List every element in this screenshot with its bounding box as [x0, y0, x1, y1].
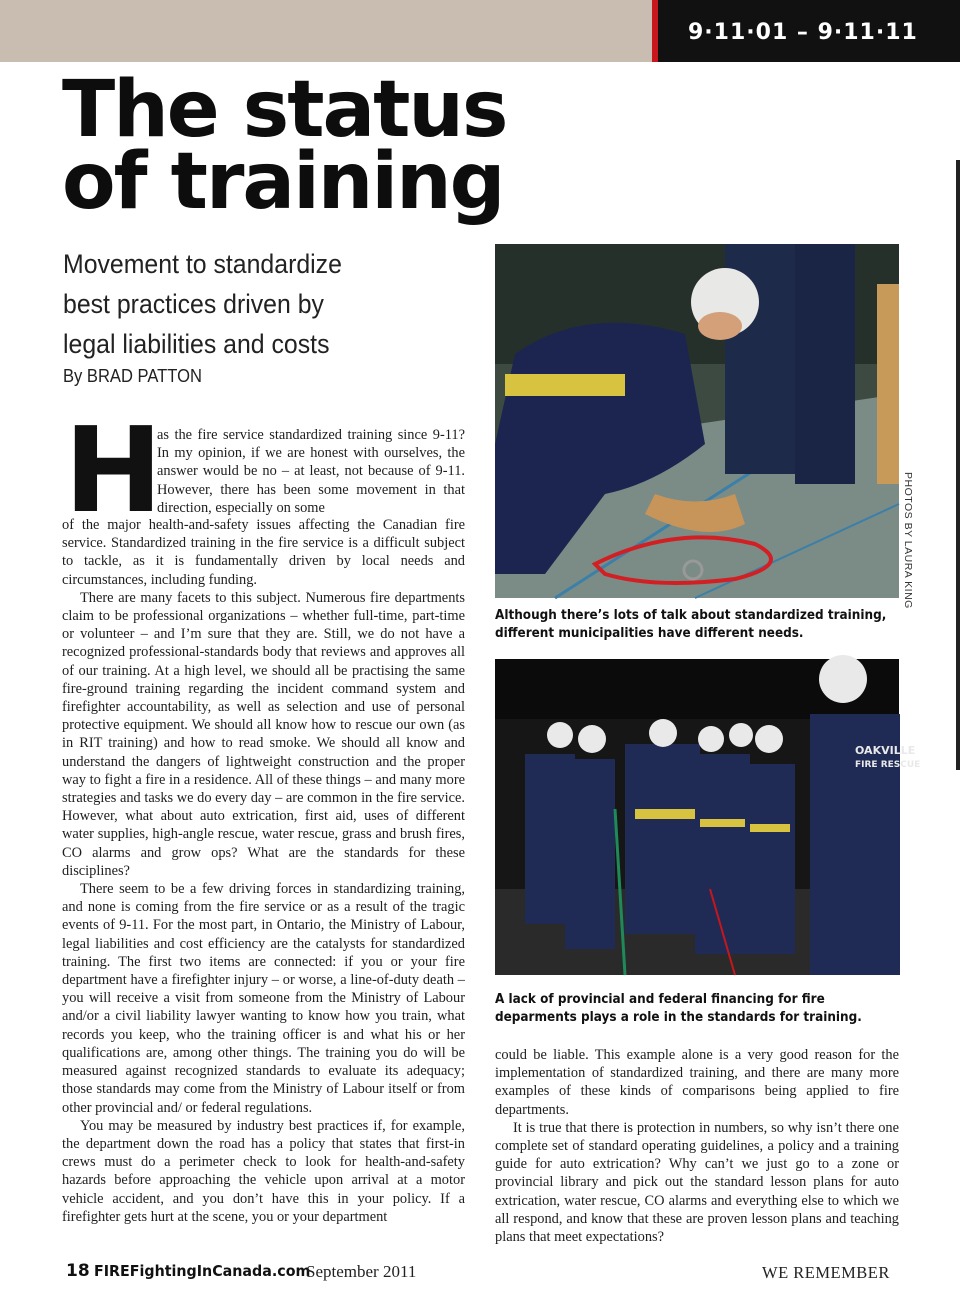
photo-credit: PHOTOS BY LAURA KING [902, 472, 914, 609]
page-edge-mark [956, 160, 960, 770]
photo-firefighter-rope-image [495, 244, 899, 598]
intro-column [157, 426, 465, 517]
paragraph-3: There seem to be a few driving forces in standardizing training, and none is coming from the fire service or as a result of the tragic events of 9-11. For the most part, in Ontario, the Ministry of Labour, legal liabilities and cost efficiency are the catalysts for standardized training. The first two items are connected: if you or your fire department have a firefighter injury – or worse, a line-of-duty death – you will receive a visit from someone from the Ministry of Labour and/or a civil liability lawyer wanting to know how you train, what records you keep, who the training officer is and what his or her qualifications are, among other things. The training you do will be measured against recognized standards to evaluate its adequacy; those standards may come from the Ministry of Labour itself or from other provincial and/ or federal regulations. [62, 881, 465, 1116]
footer-site[interactable]: FIREFightingInCanada.com [94, 1262, 311, 1280]
header-band [0, 0, 652, 62]
intro-paragraph: as the fire service standardized training since 9-11? In my opinion, if we are honest with ourselves, the answer would be no – at least, not because of 9-11. However, there has been some movement in that direction, especially on some [157, 427, 465, 516]
section-tag-accent [652, 0, 658, 62]
photo-caption-2: A lack of provincial and federal financing for fire deparments plays a role in the standards for training. [495, 992, 862, 1025]
left-column [62, 516, 465, 1226]
deck-line-3: legal liabilities and costs [63, 329, 330, 359]
article-deck [63, 244, 431, 364]
footer-date: September 2011 [306, 1262, 417, 1281]
paragraph-4: You may be measured by industry best practices if, for example, the department down the road has a policy that states that first-in crews must do a perimeter check to look for health-and-safety hazards before approaching the vehicle upon arrival at a motor vehicle accident, and you don’t have this in your policy. If a firefighter gets hurt at the scene, you or your department [62, 1117, 465, 1225]
paragraph-4-continued: could be liable. This example alone is a very good reason for the implementation of standardized training, and there are many more examples of these kinds of comparisons being applied to fire departments. [495, 1047, 899, 1118]
deck-line-2: best practices driven by [63, 289, 324, 319]
photo-firefighter-group [495, 659, 921, 975]
photo-caption-1: Although there’s lots of talk about standardized training, different municipalities have different needs. [495, 608, 887, 641]
paragraph-2: There are many facets to this subject. Numerous fire departments claim to be professional organizations – whether full-time, part-time or volunteer – and I’m sure that they are. Still, we do not have a recognized professional-standards body that reviews and approves all of our training. At a high level, we should all be practising the same fire-ground training regarding the incident command system and firefighter accountability, as well as selection and use of personal protective equipment. We should all know how to rescue our own (as in RIT training) and how to read smoke. We should all know and understand the dangers of lightweight construction and the proper way to fight a fire in a residence. All of these things – and many more strategies and tasks we do every day – are common in the fire service. However, what about auto extrication, first aid, uses of different water supplies, high-angle rescue, water rescue, grass and brush fires, CO alarms and grow ops? What are the standards for these disciplines? [62, 589, 465, 879]
article-title [62, 65, 582, 227]
intro-continued: of the major health-and-safety issues affecting the Canadian fire service. Standardized training in the fire service is a difficult subject to tackle, as it is fundamentally driven by local needs and circumstances, including funding. [62, 517, 465, 588]
section-tag: 9·11·01 – 9·11·11 [688, 20, 918, 45]
drop-cap: H [64, 401, 163, 539]
byline: By BRAD PATTON [63, 366, 202, 386]
deck-line-1: Movement to standardize [63, 249, 342, 279]
title-line-2: of training [62, 137, 504, 227]
photo-firefighter-group-image [495, 659, 921, 975]
shirt-text-b: FIRE RESCUE [855, 760, 921, 770]
shirt-text-a: OAKVILLE [855, 744, 916, 757]
footer-page-number: 18 [66, 1261, 90, 1281]
right-column [495, 1046, 899, 1246]
footer-section-label: WE REMEMBER [762, 1263, 890, 1282]
title-line-1: The status [62, 65, 507, 155]
photo-firefighter-rope [495, 244, 899, 598]
paragraph-5: It is true that there is protection in numbers, so why isn’t there one complete set of standard operating guidelines, a policy and a training guide for auto extrication? Why can’t we just go to a zone or provincial library and pick out the standard lesson plans for auto extrication, water rescue, CO alarms and everything else to which we all respond, and know that these are proven lesson plans and teaching plans that meet expectations? [495, 1119, 899, 1246]
